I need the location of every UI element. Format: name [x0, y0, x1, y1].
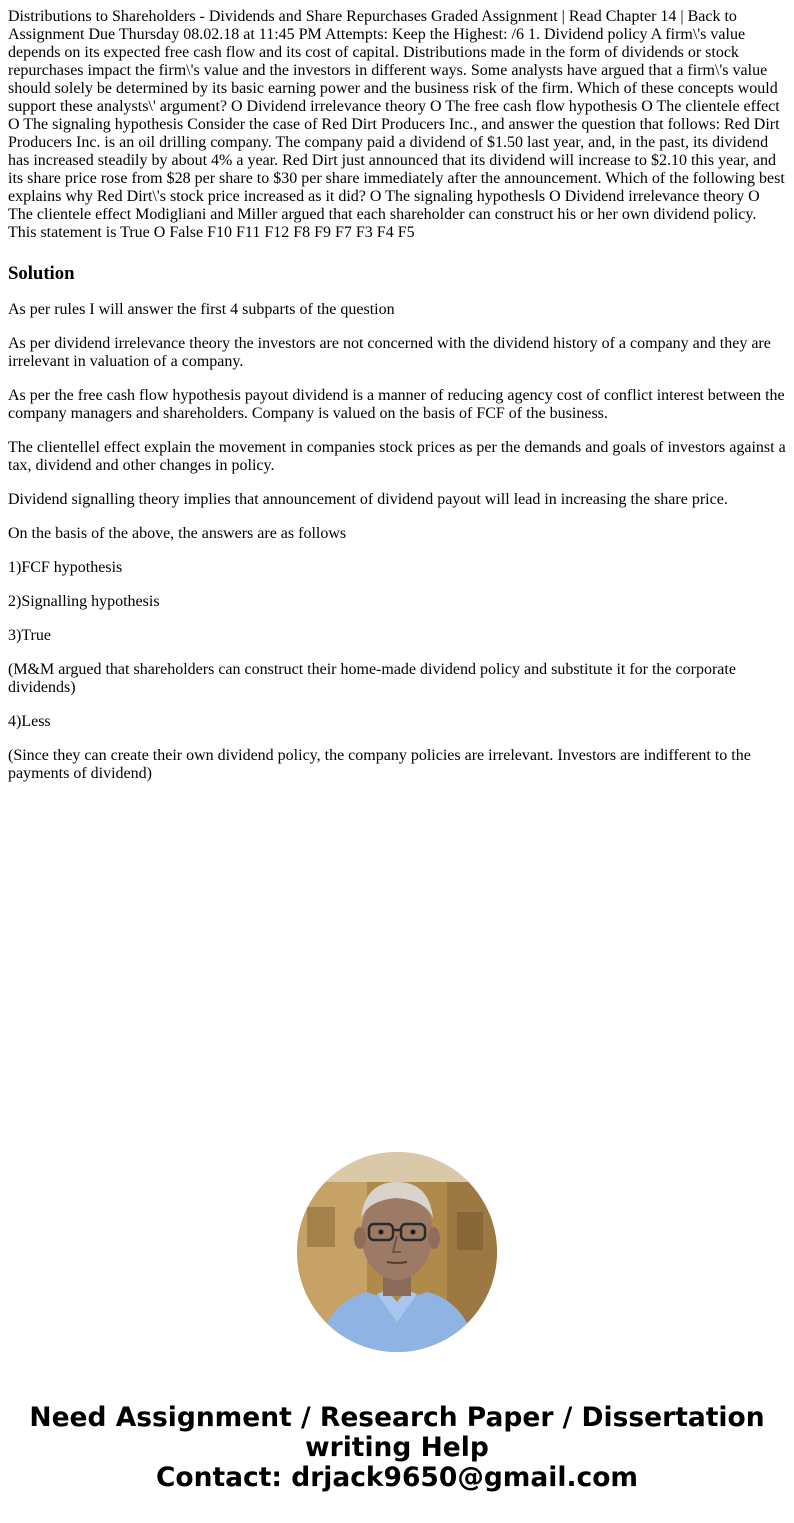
answer-3: 3)True [8, 627, 51, 644]
answer-3-explanation: (M&M argued that shareholders can construct their home-made dividend policy and substitute it for the corporate dividends) [8, 661, 736, 696]
answer-2: 2)Signalling hypothesis [8, 593, 160, 610]
solution-paragraph: The clientellel effect explain the movement in companies stock prices as per the demands and goals of investors against a tax, dividend and other changes in policy. [8, 439, 786, 474]
banner-contact-line: Contact: drjack9650@gmail.com [155, 1462, 639, 1493]
solution-paragraph: Dividend signalling theory implies that announcement of dividend payout will lead in increasing the share price. [8, 491, 728, 508]
solution-paragraph: As per the free cash flow hypothesis payout dividend is a manner of reducing agency cost of conflict interest between the company managers and shareholders. Company is valued on the basis of FCF of the business. [8, 387, 785, 422]
answer-4-explanation: (Since they can create their own dividend policy, the company policies are irrelevant. Investors are indifferent to the payments of dividend) [8, 747, 751, 782]
avatar [297, 1152, 497, 1352]
answer-1: 1)FCF hypothesis [8, 559, 123, 576]
author-photo [297, 1152, 497, 1352]
solution-paragraph: As per dividend irrelevance theory the investors are not concerned with the dividend history of a company and they are irrelevant in valuation of a company. [8, 335, 771, 370]
solution-heading: Solution [8, 263, 75, 284]
page-content [8, 8, 787, 799]
contact-banner [0, 1403, 794, 1493]
answer-4: 4)Less [8, 713, 51, 730]
banner-line-1: Need Assignment / Research Paper / Dissertation [29, 1402, 765, 1433]
solution-paragraph: As per rules I will answer the first 4 subparts of the question [8, 301, 395, 318]
question-text: Distributions to Shareholders - Dividends and Share Repurchases Graded Assignment | Read Chapter 14 | Back to Assignment Due Thursday 08.02.18 at 11:45 PM Attempts: Keep the Highest: /6 1. Dividend policy A firm\'s value depends on its expected free cash flow and its cost of capital. Distributions made in the form of dividends or stock repurchases impact the firm\'s value and the investors in different ways. Some analysts have argued that a firm\'s value should solely be determined by its basic earning power and the business risk of the firm. Which of these concepts would support these analysts\' argument? O Dividend irrelevance theory O The free cash flow hypothesis O The clientele effect O The signaling hypothesis Consider the case of Red Dirt Producers Inc., and answer the question that follows: Red Dirt Producers Inc. is an oil drilling company. The company paid a dividend of $1.50 last year, and, in the past, its dividend has increased steadily by about 4% a year. Red Dirt just announced that its dividend will increase to $2.10 this year, and its share price rose from $28 per share to $30 per share immediately after the announcement. Which of the following best explains why Red Dirt\'s stock price increased as it did? O The signaling hypothesls O Dividend irrelevance theory O The clientele effect Modigliani and Miller argued that each shareholder can construct his or her own dividend policy. This statement is True O False F10 F11 F12 F8 F9 F7 F3 F4 F5 [8, 8, 785, 241]
solution-paragraph: On the basis of the above, the answers are as follows [8, 525, 347, 542]
banner-line-2: writing Help [305, 1432, 489, 1463]
